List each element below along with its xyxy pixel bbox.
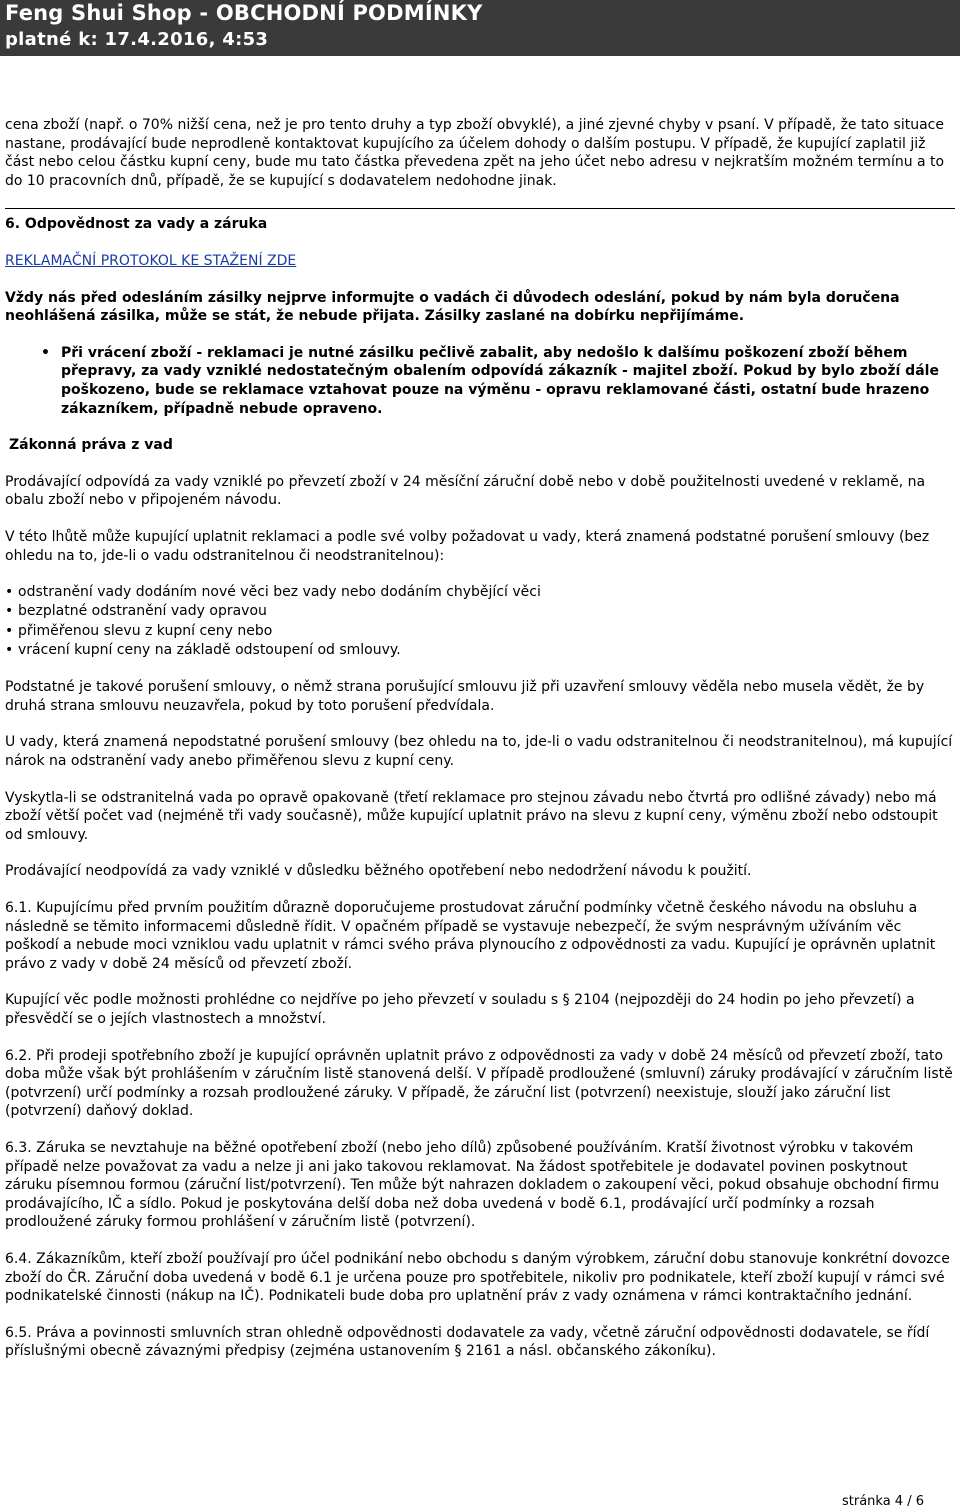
section-divider [5,208,955,209]
complaint-protocol-download-link[interactable]: REKLAMAČNÍ PROTOKOL KE STAŽENÍ ZDE [5,252,297,269]
clause-6-3: 6.3. Záruka se nevztahuje na běžné opotřebení zboží (nebo jeho dílů) způsobené používáním. Kratší životnost výrobku v takovém případě nelze považovat za vadu a nelze ji ani jako takovou reklamovat. Na žádost spotřebitele je dodavatel povinen poskytnout záruku písemnou formou (záruční list/potvrzení). Ten může být nahrazen dokladem o zakoupení věci, pokud obsahuje obchodní firmu prodávajícího, IČ a sídlo. Pokud je poskytována delší doba než doba uvedená v bodě 6.1, prodávající určí podmínky a rozsah prodloužené záruky formou prohlášení v záručním listě (potvrzení). [5,1139,940,1231]
remedy-options-list [5,583,955,660]
warranty-paragraph-6: Prodávající neodpovídá za vady vzniklé v důsledku běžného opotřebení nebo nedodržení návodu k použití. [5,863,752,880]
warranty-paragraph-1: Prodávající odpovídá za vady vzniklé po převzetí zboží v 24 měsíční záruční době nebo v době použitelnosti uvedené v reklamě, na obalu zboží nebo v připojeném návodu. [5,473,926,509]
warranty-paragraph-3: Podstatné je takové porušení smlouvy, o němž strana porušující smlouvu již při uzavření smlouvy věděla nebo musela vědět, že by druhá strana smlouvu neuzavřela, pokud by toto porušení předvídala. [5,679,925,714]
clause-6-2: 6.2. Při prodeji spotřebního zboží je kupující oprávněn uplatnit právo z odpovědnosti za vady v době 24 měsíců od převzetí zboží, tato doba může však být prohlášením v záručním listě stanovená delší. V případě prodloužené (smluvní) záruky prodávající v záručním listě (potvrzení) určí podmínky a rozsah prodloužené záruky. V případě, že záruční list (potvrzení) neexistuje, slouží jako záruční list (potvrzení) daňový doklad. [5,1047,953,1120]
warranty-paragraph-2: V této lhůtě může kupující uplatnit reklamaci a podle své volby požadovat u vady, která znamená podstatné porušení smlouvy (bez ohledu na to, jde-li o vadu odstranitelnou či neodstranitelnou): [5,528,930,564]
clause-6-1-inspection: Kupující věc podle možnosti prohlédne co nejdříve po jeho převzetí v souladu s § 2104 (nejpozději do 24 hodin po jeho převzetí) a přesvědčí se o jejích vlastnostech a množství. [5,992,915,1027]
legal-rights-heading: Zákonná práva z vad [9,437,173,454]
shipping-notice: Vždy nás před odesláním zásilky nejprve informujte o vadách či důvodech odeslání, pokud by nám byla doručena neohlášená zásilka, může se stát, že nebude přijata. Zásilky zaslané na dobírku nepřijímáme. [5,289,900,325]
page-number: stránka 4 / 6 [841,1494,924,1509]
document-title: Feng Shui Shop - OBCHODNÍ PODMÍNKY [5,1,483,25]
remedy-option: • vrácení kupní ceny na základě odstoupení od smlouvy. [5,641,955,660]
document-header [0,0,960,56]
warranty-paragraph-4: U vady, která znamená nepodstatné porušení smlouvy (bez ohledu na to, jde-li o vadu odstranitelnou či neodstranitelnou), má kupující nárok na odstranění vady anebo přiměřenou slevu z kupní ceny. [5,734,953,770]
valid-from-date: platné k: 17.4.2016, 4:53 [5,29,269,50]
return-instructions-item: • Při vrácení zboží - reklamaci je nutné zásilku pečlivě zabalit, aby nedošlo k dalšímu poškození zboží během přepravy, za vady vzniklé nedostatečným obalením odpovídá zákazník - majitel zboží. Pokud by bylo zboží dále poškozeno, bude se reklamace vztahovat pouze na výměnu - opravu reklamované části, ostatní bude hrazeno zákazníkem, případně nebude opraveno. [5,344,955,418]
return-instructions-list [5,344,955,418]
warranty-paragraph-5: Vyskytla-li se odstranitelná vada po opravě opakovaně (třetí reklamace pro stejnou závadu nebo čtvrtá pro odlišné závady) nebo má zboží větší počet vad (nejméně tři vady současně), může kupující uplatnit právo na slevu z kupní ceny, výměnu zboží nebo odstoupit od smlouvy. [5,789,938,843]
remedy-option: • přiměřenou slevu z kupní ceny nebo [5,622,955,641]
clause-6-5: 6.5. Práva a povinnosti smluvních stran ohledně odpovědnosti dodavatele za vady, včetně záruční odpovědnosti dodavatele, se řídí příslušnými obecně závaznými předpisy (zejména ustanovením § 2161 a násl. občanského zákoníku). [5,1324,930,1360]
section-6-title: 6. Odpovědnost za vady a záruka [5,216,268,233]
intro-paragraph: cena zboží (např. o 70% nižší cena, než je pro tento druhy a typ zboží obvyklé), a jiné zjevné chyby v psaní. V případě, že tato situace nastane, prodávající bude neprodleně kontaktovat kupujícího za účelem dohody o dalším postupu. V případě, že kupující zaplatil již část nebo celou částku kupní ceny, bude mu tato částka převedena zpět na jeho účet nebo adresu v nejkratším možném termínu a to do 10 pracovních dnů, případě, že se kupující s dodavatelem nedohodne jinak. [5,117,945,189]
remedy-option: • bezplatné odstranění vady opravou [5,602,955,621]
document-body [5,116,955,1361]
clause-6-4: 6.4. Zákazníkům, kteří zboží používají pro účel podnikání nebo obchodu s daným výrobkem, záruční dobu stanovuje konkrétní dovozce zboží do ČR. Záruční doba uvedená v bodě 6.1 je určena pouze pro spotřebitele, nikoliv pro podnikatele, kteří zboží kupují v rámci své podnikatelské činnosti (nákup na IČ). Podnikateli bude doba pro uplatnění práv z vady oznámena v rámci kontraktačního jednání. [5,1250,950,1305]
remedy-option: • odstranění vady dodáním nové věci bez vady nebo dodáním chybějící věci [5,583,955,602]
clause-6-1: 6.1. Kupujícímu před prvním použitím důrazně doporučujeme prostudovat záruční podmínky včetně českého návodu na obsluhu a následně se těmito informacemi důsledně řídit. V opačném případě se vystavuje nebezpečí, že svým nesprávným užíváním věc poškodí a nebude moci vzniklou vadu uplatnit v rámci svého práva plynoucího z odpovědnosti za vadu. Kupující je oprávněn uplatnit právo z vady v době 24 měsíců od převzetí zboží. [5,900,936,972]
